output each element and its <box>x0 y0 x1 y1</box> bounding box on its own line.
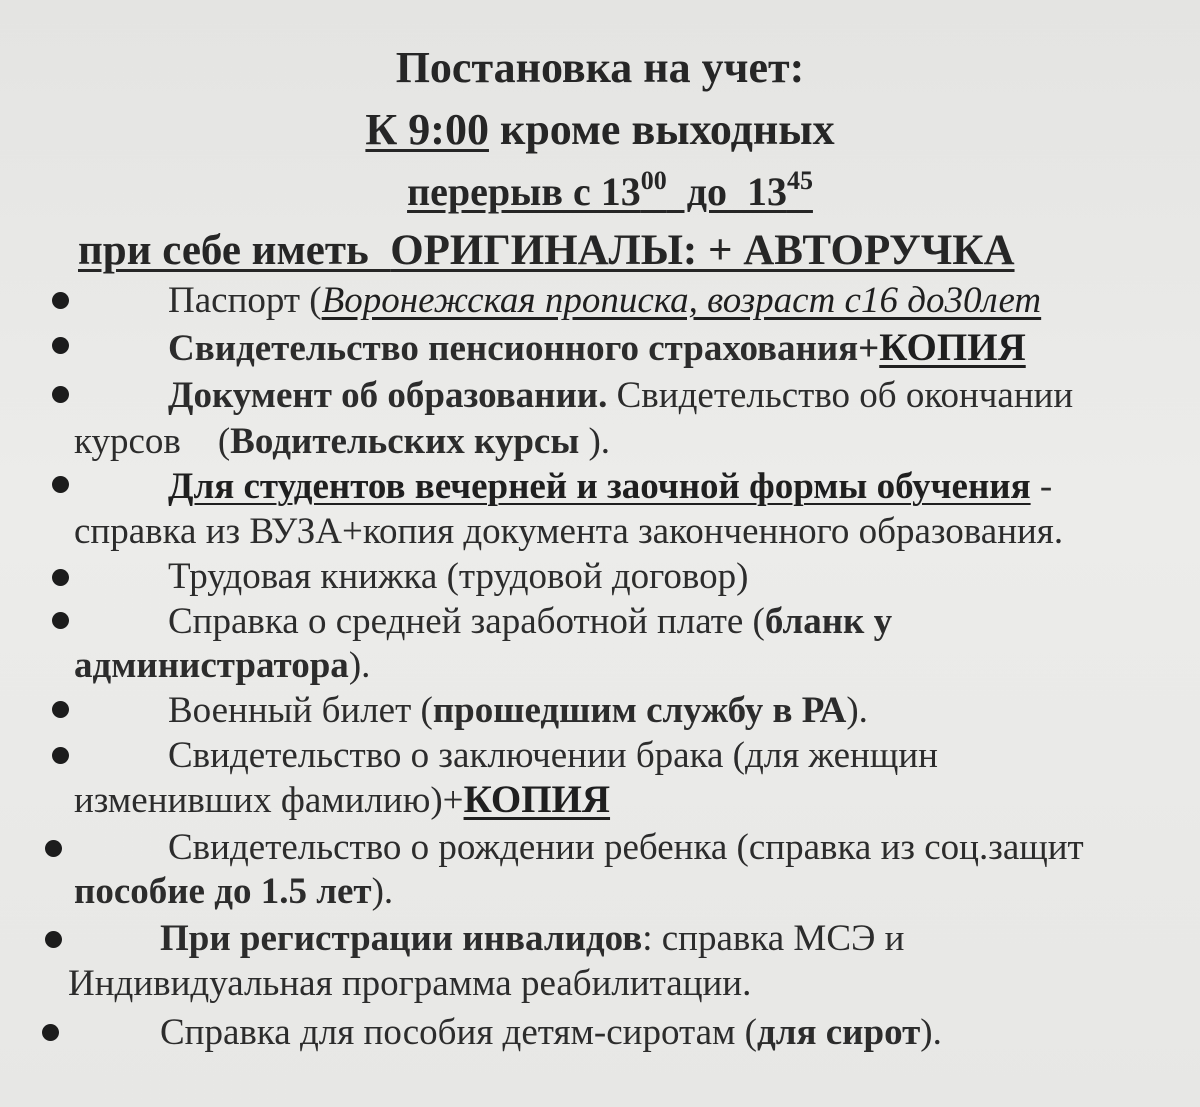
time-line <box>0 105 1200 154</box>
bullet-dot <box>52 292 69 309</box>
list-item <box>168 734 938 778</box>
item-text: справка из ВУЗА+копия документа законченного образования. <box>74 511 1064 552</box>
item-text: Паспорт ( <box>168 280 322 321</box>
bullet-dot <box>45 840 62 857</box>
list-item <box>160 917 904 961</box>
list-item <box>168 465 1052 509</box>
item-text: Трудовая книжка (трудовой договор) <box>168 556 749 597</box>
item-emphasis: Для студентов вечерней и заочной формы обучения <box>168 466 1031 507</box>
list-item <box>160 1011 942 1055</box>
bring-line <box>78 229 1015 273</box>
item-text: Справка о средней заработной плате ( <box>168 601 765 642</box>
item-dash: - <box>1030 466 1053 507</box>
bullet-dot <box>45 931 62 948</box>
item-text-end: ). <box>348 645 371 686</box>
time-note: кроме выходных <box>488 105 835 154</box>
bring-originals: ОРИГИНАЛЫ: + АВТОРУЧКА <box>390 227 1015 274</box>
list-item <box>168 279 1041 323</box>
list-item-continuation <box>74 870 393 914</box>
bullet-dot <box>52 476 69 493</box>
list-item <box>168 326 1026 370</box>
item-text: курсов ( <box>74 421 231 462</box>
item-text: Свидетельство о рождении ребенка (справка из соц.защит <box>168 827 1084 868</box>
bring-prefix: при себе иметь <box>78 227 391 274</box>
item-text: : справка МСЭ и <box>642 918 905 959</box>
list-item-continuation <box>74 644 370 688</box>
list-item <box>168 689 868 733</box>
item-copy: КОПИЯ <box>879 326 1026 369</box>
start-time: К 9:00 <box>365 105 489 154</box>
item-text: Индивидуальная программа реабилитации. <box>68 963 752 1004</box>
list-item <box>168 374 1073 418</box>
item-text: Документ об образовании. <box>168 375 608 416</box>
item-copy: КОПИЯ <box>463 778 611 821</box>
title-text: Постановка на учет: <box>395 43 805 92</box>
item-text-end: ). <box>920 1012 942 1053</box>
item-emphasis: прошедшим службу в РА <box>432 690 847 731</box>
bullet-dot <box>52 612 69 629</box>
item-emphasis: Водительских курсы <box>230 421 580 462</box>
item-emphasis: бланк у <box>764 601 893 642</box>
list-item <box>168 826 1084 870</box>
list-item-continuation <box>74 510 1063 554</box>
break-text <box>407 166 813 214</box>
item-text: Свидетельство пенсионного страхования+ <box>168 328 880 369</box>
item-emphasis: администратора <box>74 645 349 686</box>
item-text: изменивших фамилию)+ <box>74 780 464 821</box>
item-emphasis: пособие до 1.5 лет <box>74 871 372 912</box>
break-end-hour: до 13 <box>666 169 787 214</box>
bullet-dot <box>52 569 69 586</box>
item-emphasis: При регистрации инвалидов <box>160 918 643 959</box>
item-emphasis: Воронежская прописка, возраст с16 до30лет <box>321 280 1042 321</box>
item-text: Военный билет ( <box>168 690 433 731</box>
item-text-continued: Свидетельство об окончании <box>607 375 1074 416</box>
item-emphasis: для сирот <box>757 1012 921 1053</box>
title <box>0 43 1200 92</box>
item-text-end: ). <box>846 690 868 731</box>
break-end-minutes: 45 <box>786 166 813 195</box>
list-item <box>168 600 892 644</box>
list-item-continuation <box>74 778 610 822</box>
bullet-dot <box>52 337 69 354</box>
list-item-continuation <box>68 962 751 1006</box>
item-text: Справка для пособия детям-сиротам ( <box>160 1012 758 1053</box>
bullet-dot <box>52 701 69 718</box>
list-item <box>168 555 748 599</box>
break-start-hour: перерыв с 13 <box>407 169 641 214</box>
item-text-end: ). <box>579 421 611 462</box>
item-text: Свидетельство о заключении брака (для женщин <box>168 735 938 776</box>
bullet-dot <box>52 747 69 764</box>
break-line <box>10 166 1200 214</box>
list-item-continuation <box>74 420 610 464</box>
bullet-dot <box>42 1024 59 1041</box>
break-start-minutes: 00 <box>640 166 667 195</box>
item-text-end: ). <box>371 871 394 912</box>
bullet-dot <box>52 386 69 403</box>
